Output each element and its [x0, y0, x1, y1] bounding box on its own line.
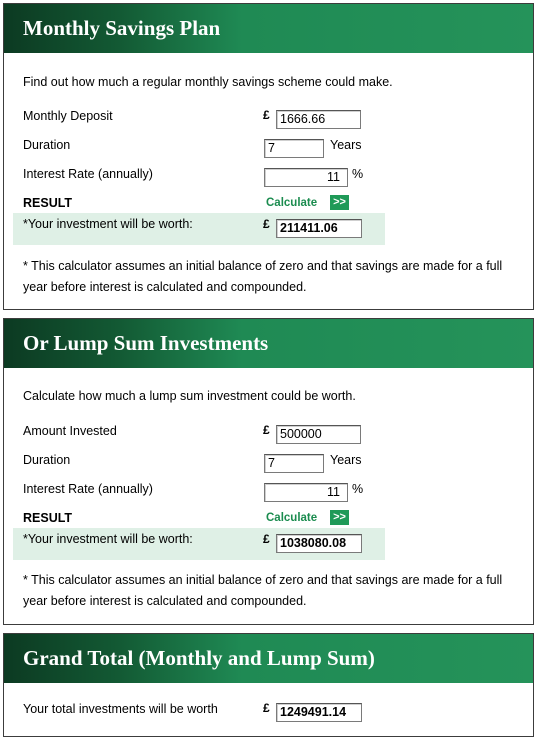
lump-worth-output: 1038080.08	[276, 534, 362, 553]
lump-duration-input[interactable]: 7	[264, 454, 324, 473]
lump-rate-input[interactable]: 11	[264, 483, 348, 502]
lump-calculate-button[interactable]: >>	[330, 510, 349, 525]
monthly-deposit-input[interactable]: 1666.66	[276, 110, 361, 129]
lump-duration-label: Duration	[23, 453, 71, 467]
lump-note: * This calculator assumes an initial balance of zero and that savings are made for a full year before interest is calculated and compounded.	[23, 573, 503, 608]
monthly-result-label: RESULT	[23, 196, 73, 210]
lump-intro: Calculate how much a lump sum investment could be worth.	[23, 389, 356, 403]
monthly-savings-title: Monthly Savings Plan	[4, 4, 533, 53]
grand-total-label: Your total investments will be worth	[23, 702, 218, 716]
lump-sum-title: Or Lump Sum Investments	[4, 319, 533, 368]
monthly-duration-unit: Years	[330, 138, 362, 152]
monthly-worth-label: *Your investment will be worth:	[23, 217, 193, 231]
monthly-rate-input[interactable]: 11	[264, 168, 348, 187]
monthly-rate-unit: %	[352, 167, 364, 181]
lump-rate-label: Interest Rate (annually)	[23, 482, 153, 496]
lump-amount-label: Amount Invested	[23, 424, 117, 438]
currency-symbol: £	[263, 532, 270, 546]
monthly-worth-output: 211411.06	[276, 219, 362, 238]
lump-sum-panel	[3, 318, 534, 625]
monthly-calculate-button[interactable]: >>	[330, 195, 349, 210]
monthly-rate-label: Interest Rate (annually)	[23, 167, 153, 181]
lump-amount-input[interactable]: 500000	[276, 425, 361, 444]
grand-total-panel	[3, 633, 534, 737]
lump-calculate-link[interactable]: Calculate	[266, 512, 318, 524]
lump-rate-unit: %	[352, 482, 364, 496]
monthly-duration-input[interactable]: 7	[264, 139, 324, 158]
grand-total-output: 1249491.14	[276, 703, 362, 722]
lump-duration-unit: Years	[330, 453, 362, 467]
monthly-duration-label: Duration	[23, 138, 71, 152]
currency-symbol: £	[263, 701, 270, 715]
currency-symbol: £	[263, 423, 270, 437]
currency-symbol: £	[263, 217, 270, 231]
monthly-deposit-label: Monthly Deposit	[23, 109, 113, 123]
grand-total-title: Grand Total (Monthly and Lump Sum)	[4, 634, 533, 683]
lump-worth-label: *Your investment will be worth:	[23, 532, 193, 546]
currency-symbol: £	[263, 108, 270, 122]
monthly-savings-panel	[3, 3, 534, 310]
monthly-note: * This calculator assumes an initial balance of zero and that savings are made for a full year before interest is calculated and compounded.	[23, 259, 503, 294]
lump-result-label: RESULT	[23, 511, 73, 525]
monthly-calculate-link[interactable]: Calculate	[266, 197, 318, 209]
monthly-intro: Find out how much a regular monthly savings scheme could make.	[23, 75, 393, 89]
